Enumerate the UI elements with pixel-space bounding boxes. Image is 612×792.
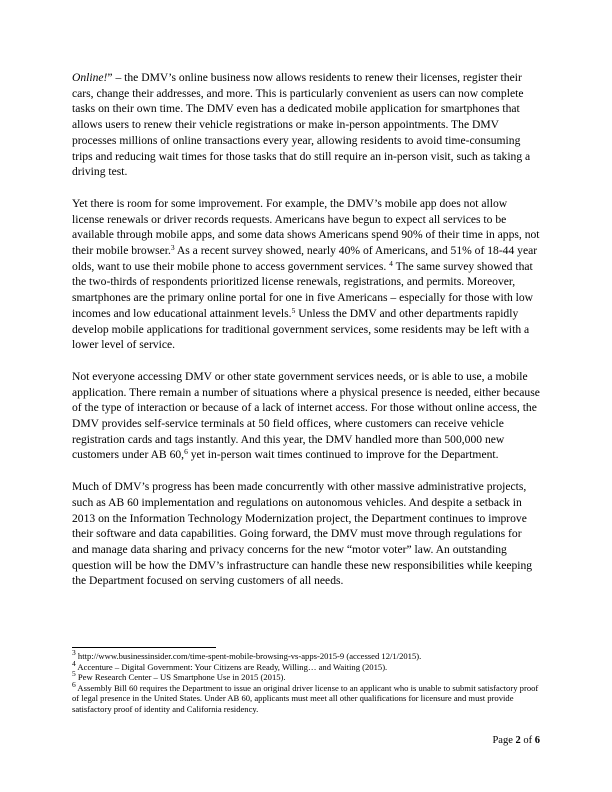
paragraph-2-text-d: Unless the DMV and other departments rapidly develop mobile applications for traditional government services, some residents may be left with a lower level of service. xyxy=(72,306,530,352)
footnote-ref-3[interactable]: 3 xyxy=(170,243,175,253)
paragraph-2-text-c: The same survey showed that the two-thirds of respondents prioritized license renewals, registrations, and permits. Moreover, smartphones are the primary online portal for one in five Americans – especially for those with low incomes and low educational attainment levels. xyxy=(72,259,534,320)
page-label: Page xyxy=(492,735,516,746)
paragraph-2-text-b: As a recent survey showed, nearly 40% of Americans, and 51% of 18-44 year olds, want to use their mobile phone to access government services. xyxy=(72,244,538,273)
footnote-number: 6 xyxy=(72,679,76,689)
paragraph-4 xyxy=(72,479,541,589)
footnote-number: 3 xyxy=(72,648,76,657)
footnote-text[interactable]: http://www.businessinsider.com/time-spent-mobile-browsing-vs-apps-2015-9 (accessed 12/1/2015). xyxy=(75,651,422,661)
footnote-3 xyxy=(72,648,541,662)
paragraph-4-text: Much of DMV’s progress has been made concurrently with other massive administrative projects, such as AB 60 implementation and regulations on autonomous vehicles. And despite a setback in 2013 on the Information Technology Modernization project, the Department continues to improve their software and data capabilities. Going forward, the DMV must move through regulations for and manage data sharing and privacy concerns for the new “motor voter” law. An outstanding question will be how the DMV’s infrastructure can handle these new responsibilities while keeping the Department focused on serving customers of all needs. xyxy=(72,480,533,588)
footnote-separator xyxy=(72,647,216,648)
paragraph-3 xyxy=(72,369,541,463)
paragraph-1-text: ” – the DMV’s online business now allows residents to renew their licenses, register their cars, change their addresses, and more. This is particularly convenient as users can now complete tasks on their own time. The DMV even has a dedicated mobile application for smartphones that allows users to renew their vehicle registrations or make in-person appointments. The DMV processes millions of online transactions every year, allowing residents to avoid time-consuming trips and reducing wait times for those tasks that do still require an in-person visit, such as taking a driving test. xyxy=(72,71,531,179)
footnote-text: Assembly Bill 60 requires the Department to issue an original driver license to an applicant who is unable to submit satisfactory proof of legal presence in the United States. Under AB 60, applicants must meet all other qualifications for licensure and must provide satisfactory proof of identity and California residency. xyxy=(72,682,539,714)
footnote-ref-5[interactable]: 5 xyxy=(291,305,296,315)
footnote-ref-4[interactable]: 4 xyxy=(389,258,393,268)
footnotes xyxy=(72,648,541,715)
footnote-number: 5 xyxy=(72,669,76,679)
online-italic-lead: Online! xyxy=(72,71,108,84)
page-of: of xyxy=(520,735,535,746)
page-number xyxy=(492,735,540,746)
paragraph-1 xyxy=(72,70,541,180)
paragraph-2-text-a: Yet there is room for some improvement. For example, the DMV’s mobile app does not allow license renewals or driver records requests. Americans have begun to expect all services to be available through mobile apps, and some data shows Americans spend 90% of their time in apps, not their mobile browser. xyxy=(72,196,540,258)
body-text xyxy=(72,70,541,605)
page-total: 6 xyxy=(534,735,540,746)
footnote-ref-6[interactable]: 6 xyxy=(184,447,188,457)
footnote-6 xyxy=(72,679,541,715)
footnote-5 xyxy=(72,669,541,683)
paragraph-2 xyxy=(72,196,541,353)
page-current: 2 xyxy=(515,735,521,746)
paragraph-3-text-b: yet in-person wait times continued to improve for the Department. xyxy=(187,448,499,462)
footnote-text: Accenture – Digital Government: Your Citizens are Ready, Willing… and Waiting (2015). xyxy=(75,661,388,672)
paragraph-3-text-a: Not everyone accessing DMV or other state government services needs, or is able to use, a mobile application. There remain a number of situations where a physical presence is needed, either because of the type of interaction or because of a lack of internet access. For those without online access, the DMV provides self-service terminals at 50 field offices, where customers can receive vehicle registration cards and tags instantly. And this year, the DMV handled more than 500,000 new customers under AB 60, xyxy=(72,369,540,462)
footnote-number: 4 xyxy=(72,658,76,668)
footnote-text: Pew Research Center – US Smartphone Use in 2015 (2015). xyxy=(75,672,286,683)
footnote-4 xyxy=(72,658,541,673)
